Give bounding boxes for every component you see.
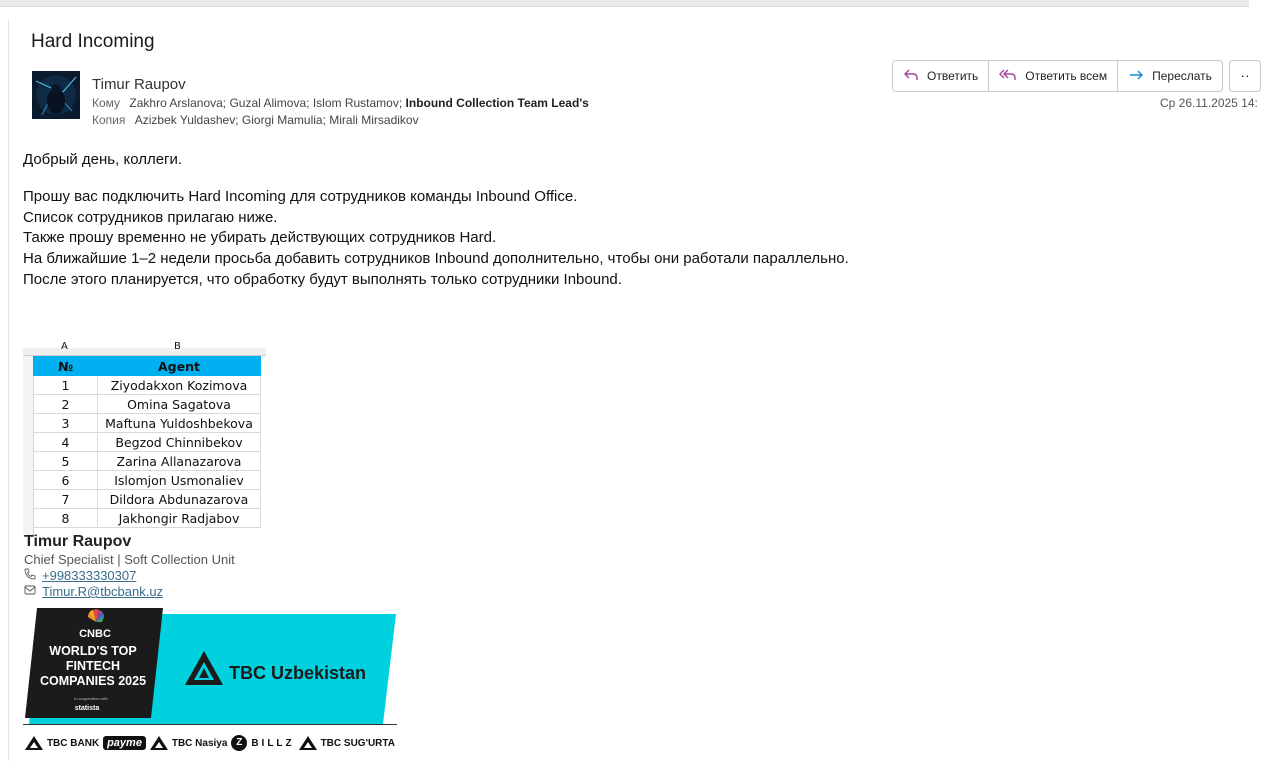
row-number: 1 (34, 376, 98, 395)
agent-name: Maftuna Yuldoshbekova (98, 414, 261, 433)
signature-email (24, 584, 163, 599)
agent-name: Islomjon Usmonaliev (98, 471, 261, 490)
tbc-triangle-icon (150, 736, 168, 750)
signature-name: Timur Raupov (24, 533, 132, 550)
to-list[interactable]: Zakhro Arslanova; Guzal Alimova; Islom Rustamov; (129, 96, 403, 110)
sender-name[interactable]: Timur Raupov (92, 76, 186, 93)
partner-label: TBC SUG'URTA (320, 737, 395, 749)
agent-name: Zarina Allanazarova (98, 452, 261, 471)
partner-logos (23, 724, 397, 761)
cc-list[interactable]: Azizbek Yuldashev; Giorgi Mamulia; Mirali Mirsadikov (134, 113, 419, 127)
to-label: Кому (92, 96, 121, 110)
header-number: № (34, 357, 98, 376)
email-body (23, 150, 849, 291)
partner-tbc-sugurta[interactable] (299, 736, 395, 750)
body-line: После этого планируется, что обработку будут выполнять только сотрудники Inbound. (23, 270, 622, 288)
partner-billz[interactable] (231, 735, 294, 751)
partner-label: TBC BANK (46, 737, 100, 749)
agent-name: Ziyodakxon Kozimova (98, 376, 261, 395)
agents-table (33, 356, 261, 528)
brand-name: TBC Uzbekistan (229, 663, 367, 683)
table-row (34, 452, 261, 471)
agent-name: Jakhongir Radjabov (98, 509, 261, 528)
tbc-triangle-icon (25, 736, 43, 750)
row-number: 5 (34, 452, 98, 471)
body-line: Список сотрудников прилагаю ниже. (23, 208, 278, 226)
to-recipients (92, 96, 589, 110)
row-number: 3 (34, 414, 98, 433)
partner-tbc-bank[interactable] (25, 736, 99, 750)
reply-all-label: Ответить всем (1025, 69, 1108, 83)
award-line: WORLD'S TOP (49, 644, 137, 658)
table-row (34, 433, 261, 452)
partner-tbc-nasiya[interactable] (150, 736, 228, 750)
to-group[interactable]: Inbound Collection Team Lead's (405, 96, 589, 110)
table-row (34, 376, 261, 395)
message-actions (892, 60, 1223, 92)
greeting: Добрый день, коллеги. (23, 151, 183, 168)
cooperation-text: In cooperation with (74, 696, 108, 701)
pane-divider (8, 20, 9, 761)
table-row (34, 490, 261, 509)
row-number: 2 (34, 395, 98, 414)
partner-payme[interactable] (103, 736, 146, 750)
table-row (34, 471, 261, 490)
row-number: 7 (34, 490, 98, 509)
cnbc-text: CNBC (79, 628, 111, 640)
body-line: Также прошу временно не убирать действующих сотрудников Hard. (23, 229, 497, 247)
avatar[interactable] (32, 71, 80, 119)
signature-phone (24, 568, 136, 583)
body-line: На ближайшие 1–2 недели просьба добавить сотрудников Inbound дополнительно, чтобы они работали параллельно. (23, 250, 849, 268)
tbc-triangle-icon (299, 736, 317, 750)
cc-label: Копия (92, 113, 126, 127)
phone-link[interactable]: +998333330307 (42, 568, 137, 583)
agent-name: Begzod Chinnibekov (98, 433, 261, 452)
column-header-strip (23, 341, 266, 356)
cc-recipients (92, 113, 419, 127)
table-row (34, 509, 261, 528)
more-actions-button[interactable]: ·· (1229, 60, 1261, 92)
agent-name: Dildora Abdunazarova (98, 490, 261, 509)
table-row (34, 414, 261, 433)
sent-date: Ср 26.11.2025 14: (1160, 96, 1258, 110)
forward-button[interactable] (1118, 61, 1222, 91)
partner-label: payme (103, 736, 146, 750)
reply-all-icon (999, 68, 1017, 85)
reply-icon (903, 68, 919, 85)
reply-label: Ответить (927, 69, 979, 83)
reply-all-button[interactable] (989, 61, 1118, 91)
forward-icon (1128, 68, 1144, 85)
agent-name: Omina Sagatova (98, 395, 261, 414)
forward-label: Переслать (1152, 69, 1212, 83)
row-number: 6 (34, 471, 98, 490)
mail-icon (24, 584, 36, 599)
table-row (34, 395, 261, 414)
email-link[interactable]: Timur.R@tbcbank.uz (42, 584, 164, 599)
partner-label: TBC Nasiya (171, 737, 228, 749)
agents-table-image (23, 341, 266, 530)
award-line: FINTECH (65, 659, 121, 673)
partner-label: BILLZ (251, 737, 295, 749)
column-letter: B (174, 341, 181, 352)
phone-icon (24, 568, 36, 583)
signature-title: Chief Specialist | Soft Collection Unit (24, 552, 235, 567)
email-subject: Hard Incoming (31, 31, 155, 52)
row-number: 4 (34, 433, 98, 452)
table-header-row (34, 357, 261, 376)
row-number: 8 (34, 509, 98, 528)
statista-text: statista (74, 705, 100, 712)
award-line: COMPANIES 2025 (39, 674, 147, 688)
column-letter: A (61, 341, 68, 352)
window-top-bar (0, 0, 1249, 7)
reply-button[interactable] (893, 61, 989, 91)
header-agent: Agent (98, 357, 261, 376)
tbc-banner[interactable] (23, 600, 399, 726)
body-line: Прошу вас подключить Hard Incoming для сотрудников команды Inbound Office. (23, 187, 578, 205)
billz-icon: Z (231, 735, 247, 751)
